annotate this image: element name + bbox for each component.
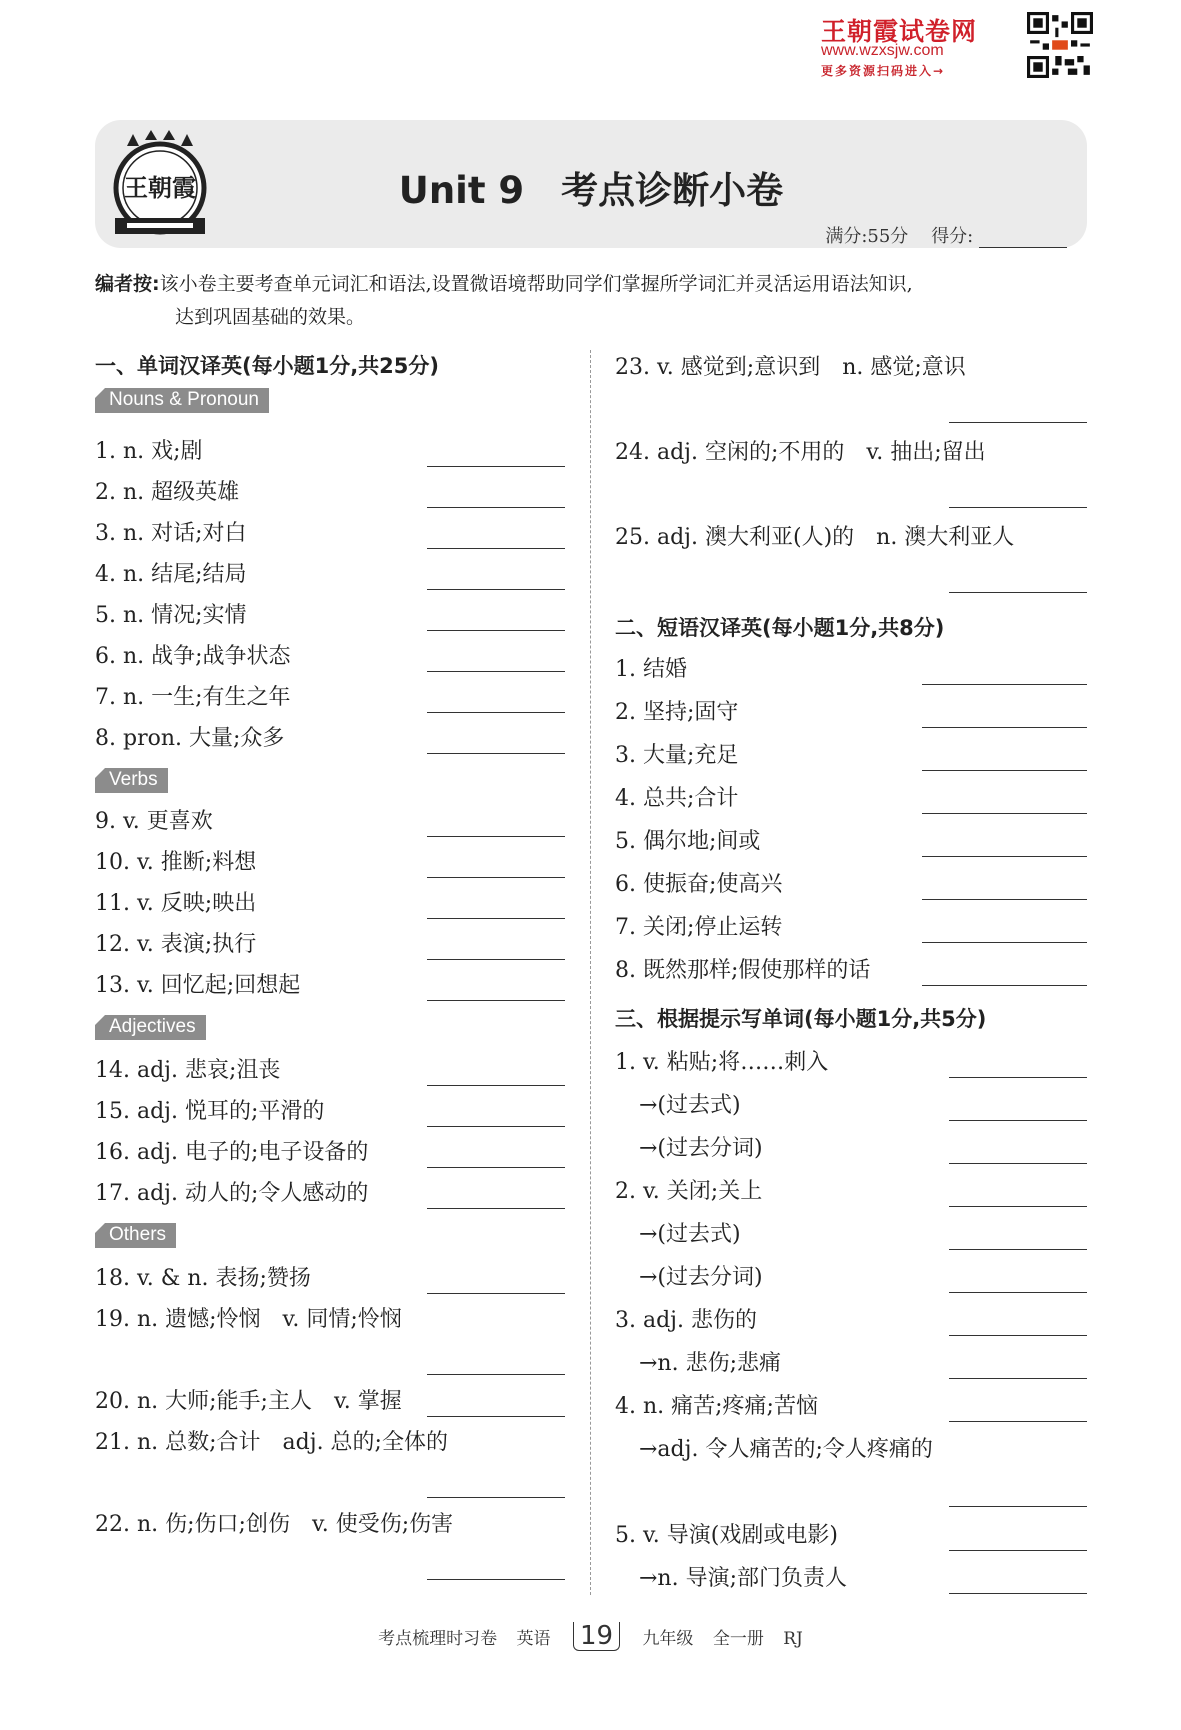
answer-blank[interactable] <box>949 1506 1087 1507</box>
answer-blank[interactable] <box>427 753 565 754</box>
answer-blank[interactable] <box>427 1085 565 1086</box>
list-item: 7. n. 一生;有生之年 <box>95 680 565 721</box>
list-item: 5. v. 导演(戏剧或电影) <box>615 1518 1087 1561</box>
tag-nouns: Nouns & Pronoun <box>95 388 269 413</box>
answer-blank[interactable] <box>427 1579 565 1580</box>
answer-blank[interactable] <box>922 899 1087 900</box>
editor-note <box>95 268 1087 334</box>
list-item: 4. n. 结尾;结局 <box>95 557 565 598</box>
list-item: →n. 悲伤;悲痛 <box>615 1346 1087 1389</box>
answer-blank[interactable] <box>427 959 565 960</box>
answer-blank[interactable] <box>427 589 565 590</box>
answer-blank[interactable] <box>427 671 565 672</box>
list-item: 4. 总共;合计 <box>615 781 1087 824</box>
list-item: 22. n. 伤;伤口;创伤 v. 使受伤;伤害 <box>95 1507 565 1589</box>
answer-blank[interactable] <box>922 684 1087 685</box>
score-line <box>825 222 1067 248</box>
answer-blank[interactable] <box>949 1292 1087 1293</box>
list-item: 5. 偶尔地;间或 <box>615 824 1087 867</box>
answer-blank[interactable] <box>949 592 1087 593</box>
list-item: 4. n. 痛苦;疼痛;苦恼 <box>615 1389 1087 1432</box>
brand-url[interactable]: www.wzxsjw.com <box>821 42 944 59</box>
answer-blank[interactable] <box>949 1120 1087 1121</box>
answer-blank[interactable] <box>427 1416 565 1417</box>
answer-blank[interactable] <box>949 1163 1087 1164</box>
svg-text:王朝霞: 王朝霞 <box>124 173 196 202</box>
list-item: 10. v. 推断;料想 <box>95 845 565 886</box>
answer-blank[interactable] <box>922 856 1087 857</box>
answer-blank[interactable] <box>949 1593 1087 1594</box>
list-item: →(过去分词) <box>615 1131 1087 1174</box>
full-score: 满分:55分 <box>825 226 909 247</box>
page-number: 19 <box>573 1622 620 1651</box>
answer-blank[interactable] <box>922 985 1087 986</box>
answer-blank[interactable] <box>427 466 565 467</box>
list-item: →(过去式) <box>615 1088 1087 1131</box>
answer-blank[interactable] <box>427 877 565 878</box>
list-item: 1. v. 粘贴;将……刺入 <box>615 1045 1087 1088</box>
list-item: 25. adj. 澳大利亚(人)的 n. 澳大利亚人 <box>615 520 1087 612</box>
list-item: 17. adj. 动人的;令人感动的 <box>95 1176 565 1217</box>
tag-adjectives: Adjectives <box>95 1015 206 1040</box>
answer-blank[interactable] <box>949 507 1087 508</box>
list-item: 3. adj. 悲伤的 <box>615 1303 1087 1346</box>
page-title: Unit 9 考点诊断小卷 <box>398 169 784 212</box>
left-column <box>95 350 565 1589</box>
answer-blank[interactable] <box>922 813 1087 814</box>
answer-blank[interactable] <box>427 548 565 549</box>
brand-block <box>821 12 1081 80</box>
list-item: 3. 大量;充足 <box>615 738 1087 781</box>
right-column <box>615 350 1087 1604</box>
answer-blank[interactable] <box>427 1208 565 1209</box>
tag-verbs: Verbs <box>95 768 168 793</box>
note-label: 编者按: <box>95 273 160 295</box>
answer-blank[interactable] <box>949 1335 1087 1336</box>
answer-blank[interactable] <box>949 1077 1087 1078</box>
list-item: 21. n. 总数;合计 adj. 总的;全体的 <box>95 1425 565 1507</box>
footer-edition: RJ <box>783 1629 803 1649</box>
answer-blank[interactable] <box>427 836 565 837</box>
list-item: 8. 既然那样;假使那样的话 <box>615 953 1087 1003</box>
list-item: →n. 导演;部门负责人 <box>615 1561 1087 1604</box>
list-item: 14. adj. 悲哀;沮丧 <box>95 1053 565 1094</box>
answer-blank[interactable] <box>922 727 1087 728</box>
answer-blank[interactable] <box>922 770 1087 771</box>
footer-book: 考点梳理时习卷 <box>378 1629 498 1649</box>
answer-blank[interactable] <box>427 712 565 713</box>
answer-blank[interactable] <box>949 1550 1087 1551</box>
section1-title: 一、单词汉译英(每小题1分,共25分) <box>95 354 440 378</box>
qr-code-icon[interactable] <box>1027 12 1093 78</box>
list-item: 1. n. 戏;剧 <box>95 434 565 475</box>
footer-grade: 九年级 <box>642 1629 694 1649</box>
list-item: 6. 使振奋;使高兴 <box>615 867 1087 910</box>
list-item: 12. v. 表演;执行 <box>95 927 565 968</box>
answer-blank[interactable] <box>427 1000 565 1001</box>
answer-blank[interactable] <box>427 1126 565 1127</box>
brand-name: 王朝霞试卷网 <box>821 17 978 46</box>
score-label: 得分: <box>931 226 974 247</box>
answer-blank[interactable] <box>949 1378 1087 1379</box>
list-item: 2. n. 超级英雄 <box>95 475 565 516</box>
list-item: 23. v. 感觉到;意识到 n. 感觉;意识 <box>615 350 1087 435</box>
list-item: 2. 坚持;固守 <box>615 695 1087 738</box>
list-item: →(过去分词) <box>615 1260 1087 1303</box>
page-footer <box>0 1622 1181 1651</box>
answer-blank[interactable] <box>427 1497 565 1498</box>
answer-blank[interactable] <box>949 1249 1087 1250</box>
list-item: 8. pron. 大量;众多 <box>95 721 565 762</box>
tag-others: Others <box>95 1223 176 1248</box>
list-item: 11. v. 反映;映出 <box>95 886 565 927</box>
footer-volume: 全一册 <box>712 1629 764 1649</box>
answer-blank[interactable] <box>427 507 565 508</box>
answer-blank[interactable] <box>427 1167 565 1168</box>
list-item: 15. adj. 悦耳的;平滑的 <box>95 1094 565 1135</box>
list-item: →adj. 令人痛苦的;令人疼痛的 <box>615 1432 1087 1518</box>
list-item: 18. v. & n. 表扬;赞扬 <box>95 1261 565 1302</box>
list-item: 24. adj. 空闲的;不用的 v. 抽出;留出 <box>615 435 1087 520</box>
list-item: 16. adj. 电子的;电子设备的 <box>95 1135 565 1176</box>
header-banner <box>95 120 1087 248</box>
list-item: 3. n. 对话;对白 <box>95 516 565 557</box>
list-item: 5. n. 情况;实情 <box>95 598 565 639</box>
list-item: 6. n. 战争;战争状态 <box>95 639 565 680</box>
list-item: 1. 结婚 <box>615 652 1087 695</box>
note-line2: 达到巩固基础的效果。 <box>175 306 366 328</box>
section2-title: 二、短语汉译英(每小题1分,共8分) <box>615 616 945 640</box>
list-item: 2. v. 关闭;关上 <box>615 1174 1087 1217</box>
answer-blank[interactable] <box>427 630 565 631</box>
answer-blank[interactable] <box>949 1206 1087 1207</box>
footer-subject: 英语 <box>516 1629 551 1649</box>
score-blank[interactable] <box>979 230 1067 248</box>
note-line1: 该小卷主要考查单元词汇和语法,设置微语境帮助同学们掌握所学词汇并灵活运用语法知识, <box>159 273 913 295</box>
list-item: 9. v. 更喜欢 <box>95 804 565 845</box>
answer-blank[interactable] <box>427 1374 565 1375</box>
list-item: →(过去式) <box>615 1217 1087 1260</box>
section3-title: 三、根据提示写单词(每小题1分,共5分) <box>615 1007 987 1031</box>
column-divider <box>590 350 591 1595</box>
answer-blank[interactable] <box>427 1293 565 1294</box>
answer-blank[interactable] <box>427 918 565 919</box>
list-item: 20. n. 大师;能手;主人 v. 掌握 <box>95 1384 565 1425</box>
answer-blank[interactable] <box>949 1421 1087 1422</box>
list-item: 7. 关闭;停止运转 <box>615 910 1087 953</box>
answer-blank[interactable] <box>949 422 1087 423</box>
list-item: 19. n. 遗憾;怜悯 v. 同情;怜悯 <box>95 1302 565 1384</box>
list-item: 13. v. 回忆起;回想起 <box>95 968 565 1009</box>
answer-blank[interactable] <box>922 942 1087 943</box>
brand-tip: 更多资源扫码进入→ <box>821 64 946 78</box>
